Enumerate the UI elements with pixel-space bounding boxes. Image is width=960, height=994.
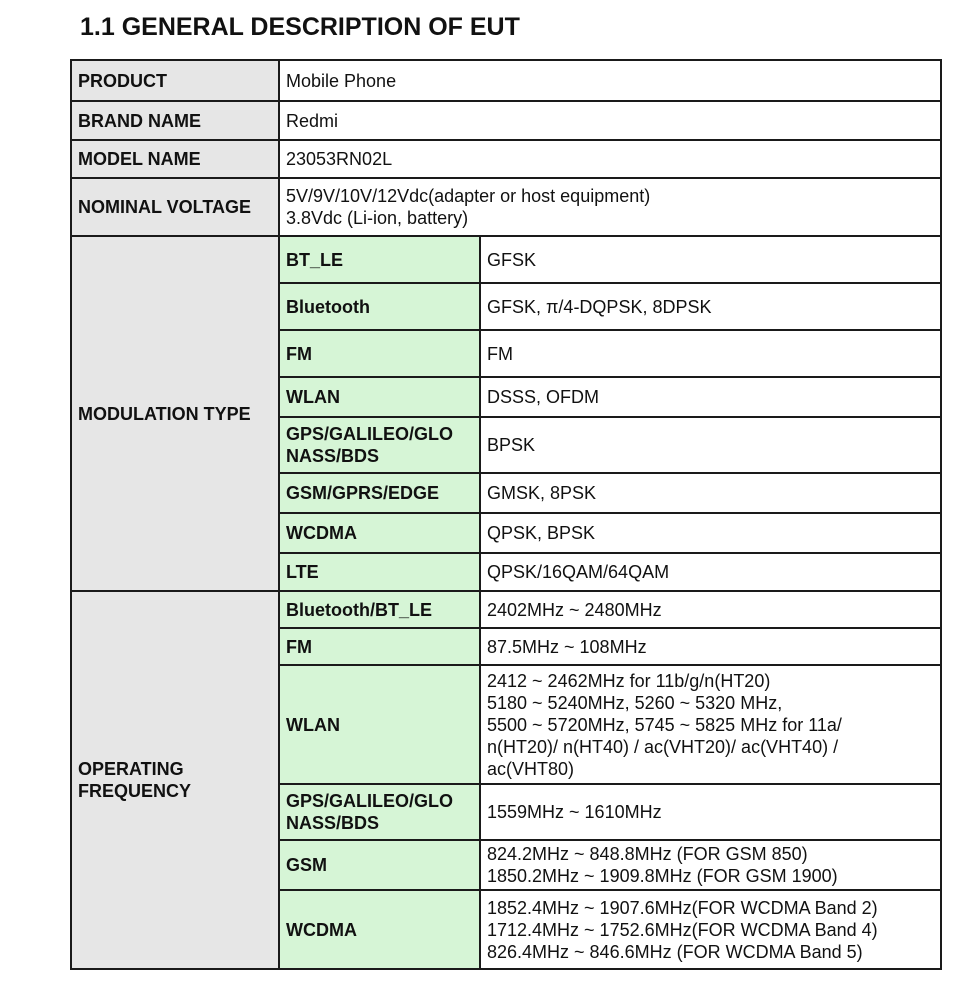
brand-row bbox=[71, 101, 941, 140]
modulation-tech: GSM/GPRS/EDGE bbox=[279, 473, 480, 513]
frequency-line: ac(VHT80) bbox=[487, 758, 575, 779]
modulation-tech: Bluetooth bbox=[279, 283, 480, 330]
frequency-line: 1852.4MHz ~ 1907.6MHz(FOR WCDMA Band 2) bbox=[487, 897, 878, 918]
frequency-tech: GSM bbox=[279, 840, 480, 890]
tech-line: GPS/GALILEO/GLO bbox=[286, 424, 454, 444]
modulation-tech: WLAN bbox=[279, 377, 480, 417]
modulation-tech: FM bbox=[279, 330, 480, 377]
voltage-value bbox=[279, 178, 941, 236]
modulation-row bbox=[71, 236, 941, 283]
product-row bbox=[71, 60, 941, 101]
brand-label: BRAND NAME bbox=[71, 101, 279, 140]
frequency-tech: WLAN bbox=[279, 665, 480, 784]
frequency-tech: WCDMA bbox=[279, 890, 480, 969]
modulation-tech bbox=[279, 417, 480, 473]
frequency-value bbox=[480, 890, 941, 969]
modulation-value: GFSK bbox=[480, 236, 941, 283]
tech-line: NASS/BDS bbox=[286, 813, 380, 833]
modulation-value: BPSK bbox=[480, 417, 941, 473]
modulation-label: MODULATION TYPE bbox=[71, 236, 279, 591]
frequency-line: 826.4MHz ~ 846.6MHz (FOR WCDMA Band 5) bbox=[487, 941, 863, 962]
product-value: Mobile Phone bbox=[279, 60, 941, 101]
frequency-line: 5500 ~ 5720MHz, 5745 ~ 5825 MHz for 11a/ bbox=[487, 714, 842, 735]
frequency-line: 824.2MHz ~ 848.8MHz (FOR GSM 850) bbox=[487, 844, 808, 864]
modulation-value: DSSS, OFDM bbox=[480, 377, 941, 417]
product-label: PRODUCT bbox=[71, 60, 279, 101]
tech-line: GPS/GALILEO/GLO bbox=[286, 791, 454, 811]
voltage-row bbox=[71, 178, 941, 236]
modulation-value: GMSK, 8PSK bbox=[480, 473, 941, 513]
frequency-line: 1559MHz ~ 1610MHz bbox=[487, 802, 662, 822]
modulation-tech: LTE bbox=[279, 553, 480, 591]
frequency-line: 5180 ~ 5240MHz, 5260 ~ 5320 MHz, bbox=[487, 692, 783, 713]
section-heading: 1.1 GENERAL DESCRIPTION OF EUT bbox=[80, 13, 520, 41]
frequency-row bbox=[71, 591, 941, 628]
frequency-line: 1850.2MHz ~ 1909.8MHz (FOR GSM 1900) bbox=[487, 866, 838, 886]
frequency-value bbox=[480, 628, 941, 665]
modulation-value: GFSK, π/4-DQPSK, 8DPSK bbox=[480, 283, 941, 330]
frequency-line: n(HT20)/ n(HT40) / ac(VHT20)/ ac(VHT40) / bbox=[487, 736, 839, 757]
modulation-tech: WCDMA bbox=[279, 513, 480, 553]
model-row bbox=[71, 140, 941, 178]
modulation-tech: BT_LE bbox=[279, 236, 480, 283]
voltage-line: 3.8Vdc (Li-ion, battery) bbox=[286, 208, 469, 228]
frequency-value bbox=[480, 784, 941, 840]
frequency-tech: FM bbox=[279, 628, 480, 665]
frequency-value bbox=[480, 591, 941, 628]
frequency-label-line: FREQUENCY bbox=[78, 781, 192, 801]
tech-line: NASS/BDS bbox=[286, 446, 380, 466]
eut-description-table bbox=[70, 59, 942, 970]
frequency-tech bbox=[279, 784, 480, 840]
frequency-value bbox=[480, 665, 941, 784]
frequency-value bbox=[480, 840, 941, 890]
frequency-label bbox=[71, 591, 279, 969]
frequency-line: 2412 ~ 2462MHz for 11b/g/n(HT20) bbox=[487, 670, 771, 691]
modulation-value: QPSK, BPSK bbox=[480, 513, 941, 553]
voltage-line: 5V/9V/10V/12Vdc(adapter or host equipment) bbox=[286, 186, 651, 206]
frequency-line: 2402MHz ~ 2480MHz bbox=[487, 599, 662, 620]
frequency-line: 1712.4MHz ~ 1752.6MHz(FOR WCDMA Band 4) bbox=[487, 919, 878, 940]
modulation-value: FM bbox=[480, 330, 941, 377]
modulation-value: QPSK/16QAM/64QAM bbox=[480, 553, 941, 591]
frequency-label-line: OPERATING bbox=[78, 759, 184, 779]
frequency-tech: Bluetooth/BT_LE bbox=[279, 591, 480, 628]
frequency-line: 87.5MHz ~ 108MHz bbox=[487, 636, 647, 657]
model-value: 23053RN02L bbox=[279, 140, 941, 178]
brand-value: Redmi bbox=[279, 101, 941, 140]
voltage-label: NOMINAL VOLTAGE bbox=[71, 178, 279, 236]
model-label: MODEL NAME bbox=[71, 140, 279, 178]
